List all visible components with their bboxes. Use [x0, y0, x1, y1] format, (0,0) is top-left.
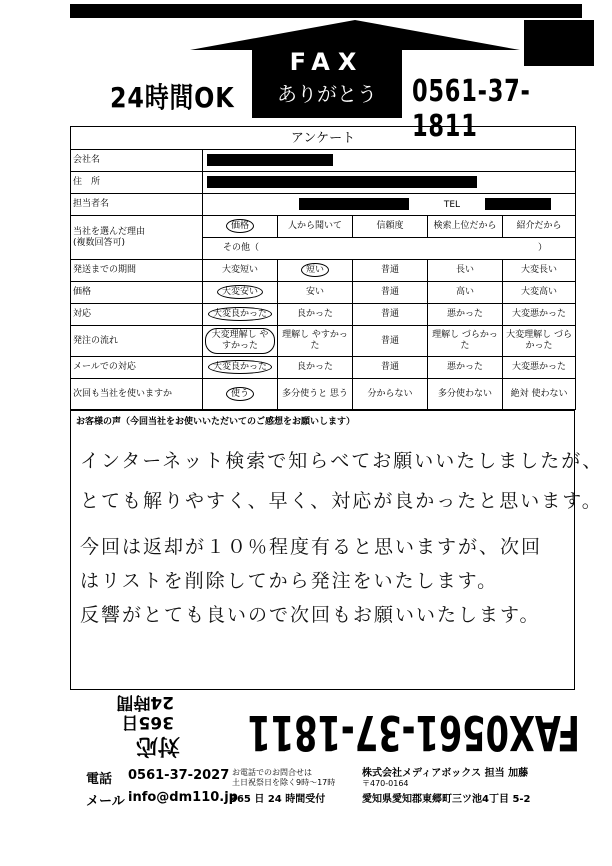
fax-word: FAX: [289, 48, 365, 76]
mail-opt-2[interactable]: 良かった: [278, 357, 353, 379]
support-opt-1[interactable]: [203, 304, 278, 326]
flow-opt-5[interactable]: 大変理解し づらかった: [503, 326, 576, 357]
mail-opt-3[interactable]: 普通: [353, 357, 428, 379]
flow-opt-4[interactable]: 理解し づらかった: [428, 326, 503, 357]
price-opt-1[interactable]: [203, 282, 278, 304]
label-company: 会社名: [71, 150, 203, 172]
label-price: 価格: [71, 282, 203, 304]
price-opt-5[interactable]: 大変高い: [503, 282, 576, 304]
support-opt-2[interactable]: 良かった: [278, 304, 353, 326]
flow-opt-1-text: 大変理解し やすかった: [205, 328, 275, 354]
again-opt-5[interactable]: 絶対 使わない: [503, 379, 576, 410]
voice-line-5: 反響がとても良いので次回もお願いいたします。: [80, 604, 541, 626]
redaction-bar-top: [70, 4, 582, 18]
reason-other-end: ）: [538, 243, 548, 253]
mail-address[interactable]: info@dm110.jp: [128, 790, 238, 805]
redacted-person: [299, 198, 409, 210]
delivery-opt-5[interactable]: 大変長い: [503, 260, 576, 282]
phone-note-1: お電話でのお問合せは: [232, 768, 312, 777]
again-opt-2[interactable]: 多分使うと 思う: [278, 379, 353, 410]
reason-opt-intro[interactable]: 紹介だから: [503, 216, 576, 238]
flow-opt-2[interactable]: 理解し やすかった: [278, 326, 353, 357]
voice-title: お客様の声（今回当社をお使いいただいてのご感想をお願いします）: [76, 417, 356, 427]
label-address: 住 所: [71, 172, 203, 194]
mail-opt-1[interactable]: [203, 357, 278, 379]
label-reason-text: 当社を選んだ理由: [73, 226, 146, 237]
banner-365: 365日: [121, 712, 174, 732]
delivery-opt-2-text: 短い: [301, 263, 329, 277]
company-address: 愛知県愛知郡東郷町三ツ池4丁目 5-2: [362, 794, 531, 805]
support-opt-4[interactable]: 悪かった: [428, 304, 503, 326]
zip-code: 〒470-0164: [362, 779, 409, 788]
support-opt-5[interactable]: 大変悪かった: [503, 304, 576, 326]
flow-opt-1[interactable]: [203, 326, 278, 357]
survey-title: アンケート: [71, 127, 576, 150]
phone-note-2: 土日祝祭日を除く9時〜17時: [232, 778, 336, 787]
mail-opt-1-text: 大変良かった: [208, 360, 272, 374]
banner-taio: [80, 692, 180, 758]
company-name: 株式会社メディアボックス 担当 加藤: [362, 768, 529, 779]
label-flow: 発注の流れ: [71, 326, 203, 357]
survey-table: [70, 126, 576, 410]
again-opt-3[interactable]: 分からない: [353, 379, 428, 410]
reason-opt-trust[interactable]: 信頼度: [353, 216, 428, 238]
label-delivery: 発送までの期間: [71, 260, 203, 282]
price-opt-3[interactable]: 普通: [353, 282, 428, 304]
address-field[interactable]: [203, 172, 576, 194]
phone-number[interactable]: 0561-37-2027: [128, 768, 230, 783]
person-field[interactable]: [203, 194, 576, 216]
delivery-opt-4[interactable]: 長い: [428, 260, 503, 282]
label-again: 次回も当社を使いますか: [71, 379, 203, 410]
delivery-opt-1[interactable]: 大変短い: [203, 260, 278, 282]
label-person: 担当者名: [71, 194, 203, 216]
phone-label: 電話: [86, 772, 113, 787]
label-tel: TEL: [443, 199, 461, 210]
label-support: 対応: [71, 304, 203, 326]
delivery-opt-3[interactable]: 普通: [353, 260, 428, 282]
reason-opt-price[interactable]: [203, 216, 278, 238]
price-opt-2[interactable]: 安い: [278, 282, 353, 304]
label-mail: メールでの対応: [71, 357, 203, 379]
redacted-address: [207, 176, 477, 188]
price-opt-4[interactable]: 高い: [428, 282, 503, 304]
hours-label: 24時間OK: [110, 81, 235, 114]
reason-opt-referral[interactable]: 人から聞いて: [278, 216, 353, 238]
support-opt-3[interactable]: 普通: [353, 304, 428, 326]
upside-down-banner: [80, 692, 580, 762]
always-open: 365 日 24 時間受付: [230, 794, 326, 805]
again-opt-4[interactable]: 多分使わない: [428, 379, 503, 410]
reason-other-field[interactable]: [203, 238, 576, 260]
fax-thanks: ありがとう: [277, 82, 377, 106]
voice-line-1: インターネット検索で知らべてお願いいたしましたが、: [80, 450, 604, 472]
again-opt-1[interactable]: [203, 379, 278, 410]
delivery-opt-2[interactable]: [278, 260, 353, 282]
banner-24h: 24時間: [116, 692, 174, 712]
reason-opt-search[interactable]: 検索上位だから: [428, 216, 503, 238]
redacted-tel: [485, 198, 551, 210]
fax-badge: [252, 46, 402, 118]
label-reason: [71, 216, 203, 260]
reason-other-label: その他（: [223, 243, 260, 253]
again-opt-1-text: 使う: [226, 387, 254, 401]
price-opt-1-text: 大変安い: [217, 285, 263, 299]
flow-opt-3[interactable]: 普通: [353, 326, 428, 357]
voice-line-3: 今回は返却が１０％程度有ると思いますが、次回: [80, 536, 543, 558]
banner-taio-text: 対応: [135, 733, 180, 758]
fax-number: 0561-37-1811: [412, 74, 531, 144]
company-field[interactable]: [203, 150, 576, 172]
redaction-corner: [524, 20, 594, 66]
voice-line-2: とても解りやすく、早く、対応が良かったと思います。: [80, 490, 603, 512]
mail-label: メール: [86, 794, 125, 809]
mail-opt-4[interactable]: 悪かった: [428, 357, 503, 379]
label-reason-note: (複数回答可): [73, 237, 126, 248]
reason-price-text: 価格: [226, 219, 254, 233]
voice-line-4: はリストを削除してから発注をいたします。: [80, 570, 499, 592]
support-opt-1-text: 大変良かった: [208, 307, 272, 321]
redacted-company: [207, 154, 333, 166]
banner-fax-number: FAX0561-37-1811: [247, 704, 580, 760]
mail-opt-5[interactable]: 大変悪かった: [503, 357, 576, 379]
